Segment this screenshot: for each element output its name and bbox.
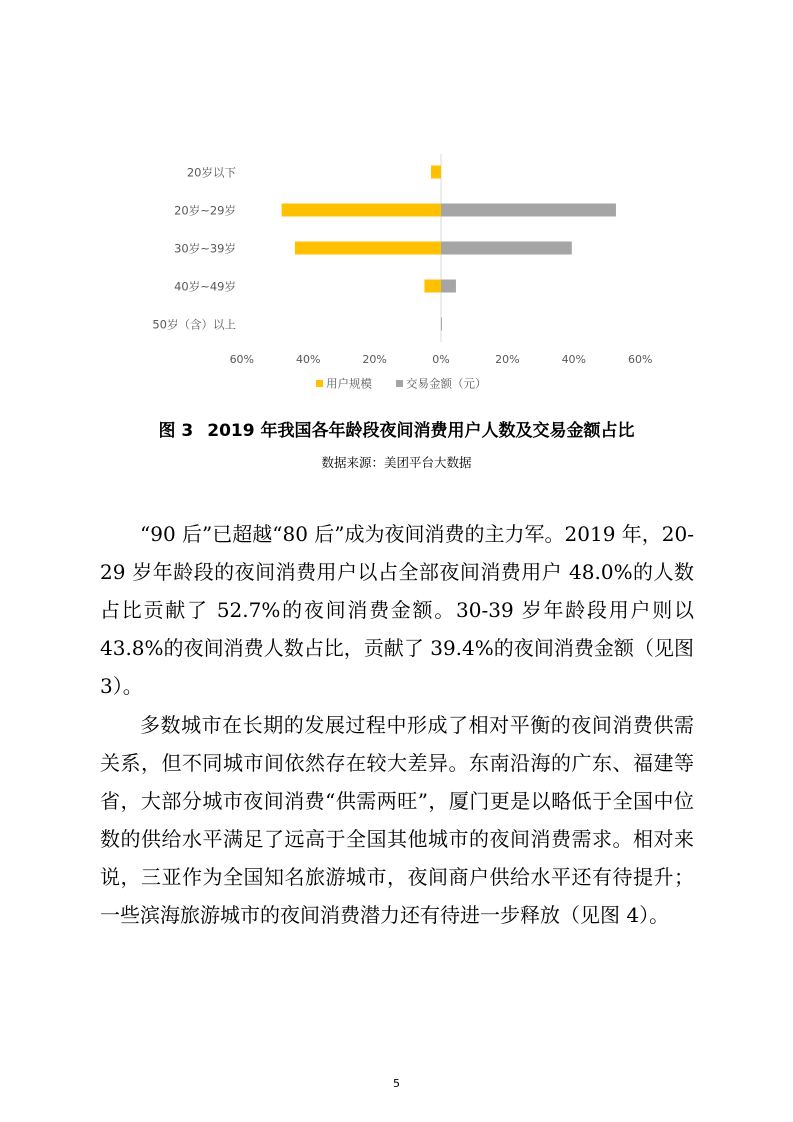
age-group-chart <box>150 150 670 400</box>
bar-user-share <box>424 280 441 293</box>
bar-user-share <box>431 166 441 179</box>
x-tick-label: 20% <box>495 353 520 366</box>
page-number: 5 <box>393 1077 400 1090</box>
bar-transaction-share <box>441 318 442 331</box>
x-tick-label: 40% <box>561 353 587 366</box>
figure-number: 图 3 <box>158 421 194 441</box>
chart-bars <box>282 154 616 342</box>
bar-user-share <box>282 204 441 217</box>
figure-source: 数据来源：美团平台大数据 <box>321 455 472 470</box>
bar-transaction-share <box>441 204 616 217</box>
legend-swatch <box>316 380 323 387</box>
body-paragraph: 多数城市在长期的发展过程中形成了相对平衡的夜间消费供需关系，但不同城市间依然存在较大差异。东南沿海的广东、福建等省，大部分城市夜间消费“供需两旺”，厦门更是以略低于全国中位数的供给水平满足了远高于全国其他城市的夜间消费需求。相对来说，三亚作为全国知名旅游城市，夜间商户供给水平还有待提升；一些滨海旅游城市的夜间消费潜力还有待进一步释放（见图 4）。 <box>100 713 694 927</box>
category-label: 30岁~39岁 <box>174 241 236 256</box>
x-tick-label: 20% <box>362 353 387 366</box>
legend-label: 交易金额（元） <box>406 376 487 391</box>
x-axis-ticks <box>230 353 653 366</box>
category-label: 20岁以下 <box>186 165 236 180</box>
figure-title: 2019 年我国各年龄段夜间消费用户人数及交易金额占比 <box>207 421 635 441</box>
bar-transaction-share <box>441 242 572 255</box>
x-tick-label: 60% <box>627 353 653 366</box>
figure-caption <box>0 416 793 441</box>
bar-user-share <box>295 242 441 255</box>
category-label: 20岁~29岁 <box>174 203 236 218</box>
category-label: 40岁~49岁 <box>174 279 236 294</box>
chart-legend <box>316 377 487 391</box>
category-label: 50岁（含）以上 <box>152 317 236 332</box>
y-axis-labels <box>152 166 236 332</box>
body-paragraph: “90 后”已超越“80 后”成为夜间消费的主力军。2019 年，20-29 岁年龄段的夜间消费用户以占全部夜间消费用户 48.0%的人数占比贡献了 52.7%的夜间消费金额。30-39 岁年龄段用户则以 43.8%的夜间消费人数占比，贡献了 39.4%的夜间消费金额（见图 3）。 <box>100 522 694 698</box>
legend-swatch <box>396 380 403 387</box>
legend-label: 用户规模 <box>326 376 372 391</box>
bar-transaction-share <box>441 280 456 293</box>
x-tick-label: 0% <box>432 353 450 366</box>
x-tick-label: 40% <box>295 353 321 366</box>
x-tick-label: 60% <box>229 353 255 366</box>
